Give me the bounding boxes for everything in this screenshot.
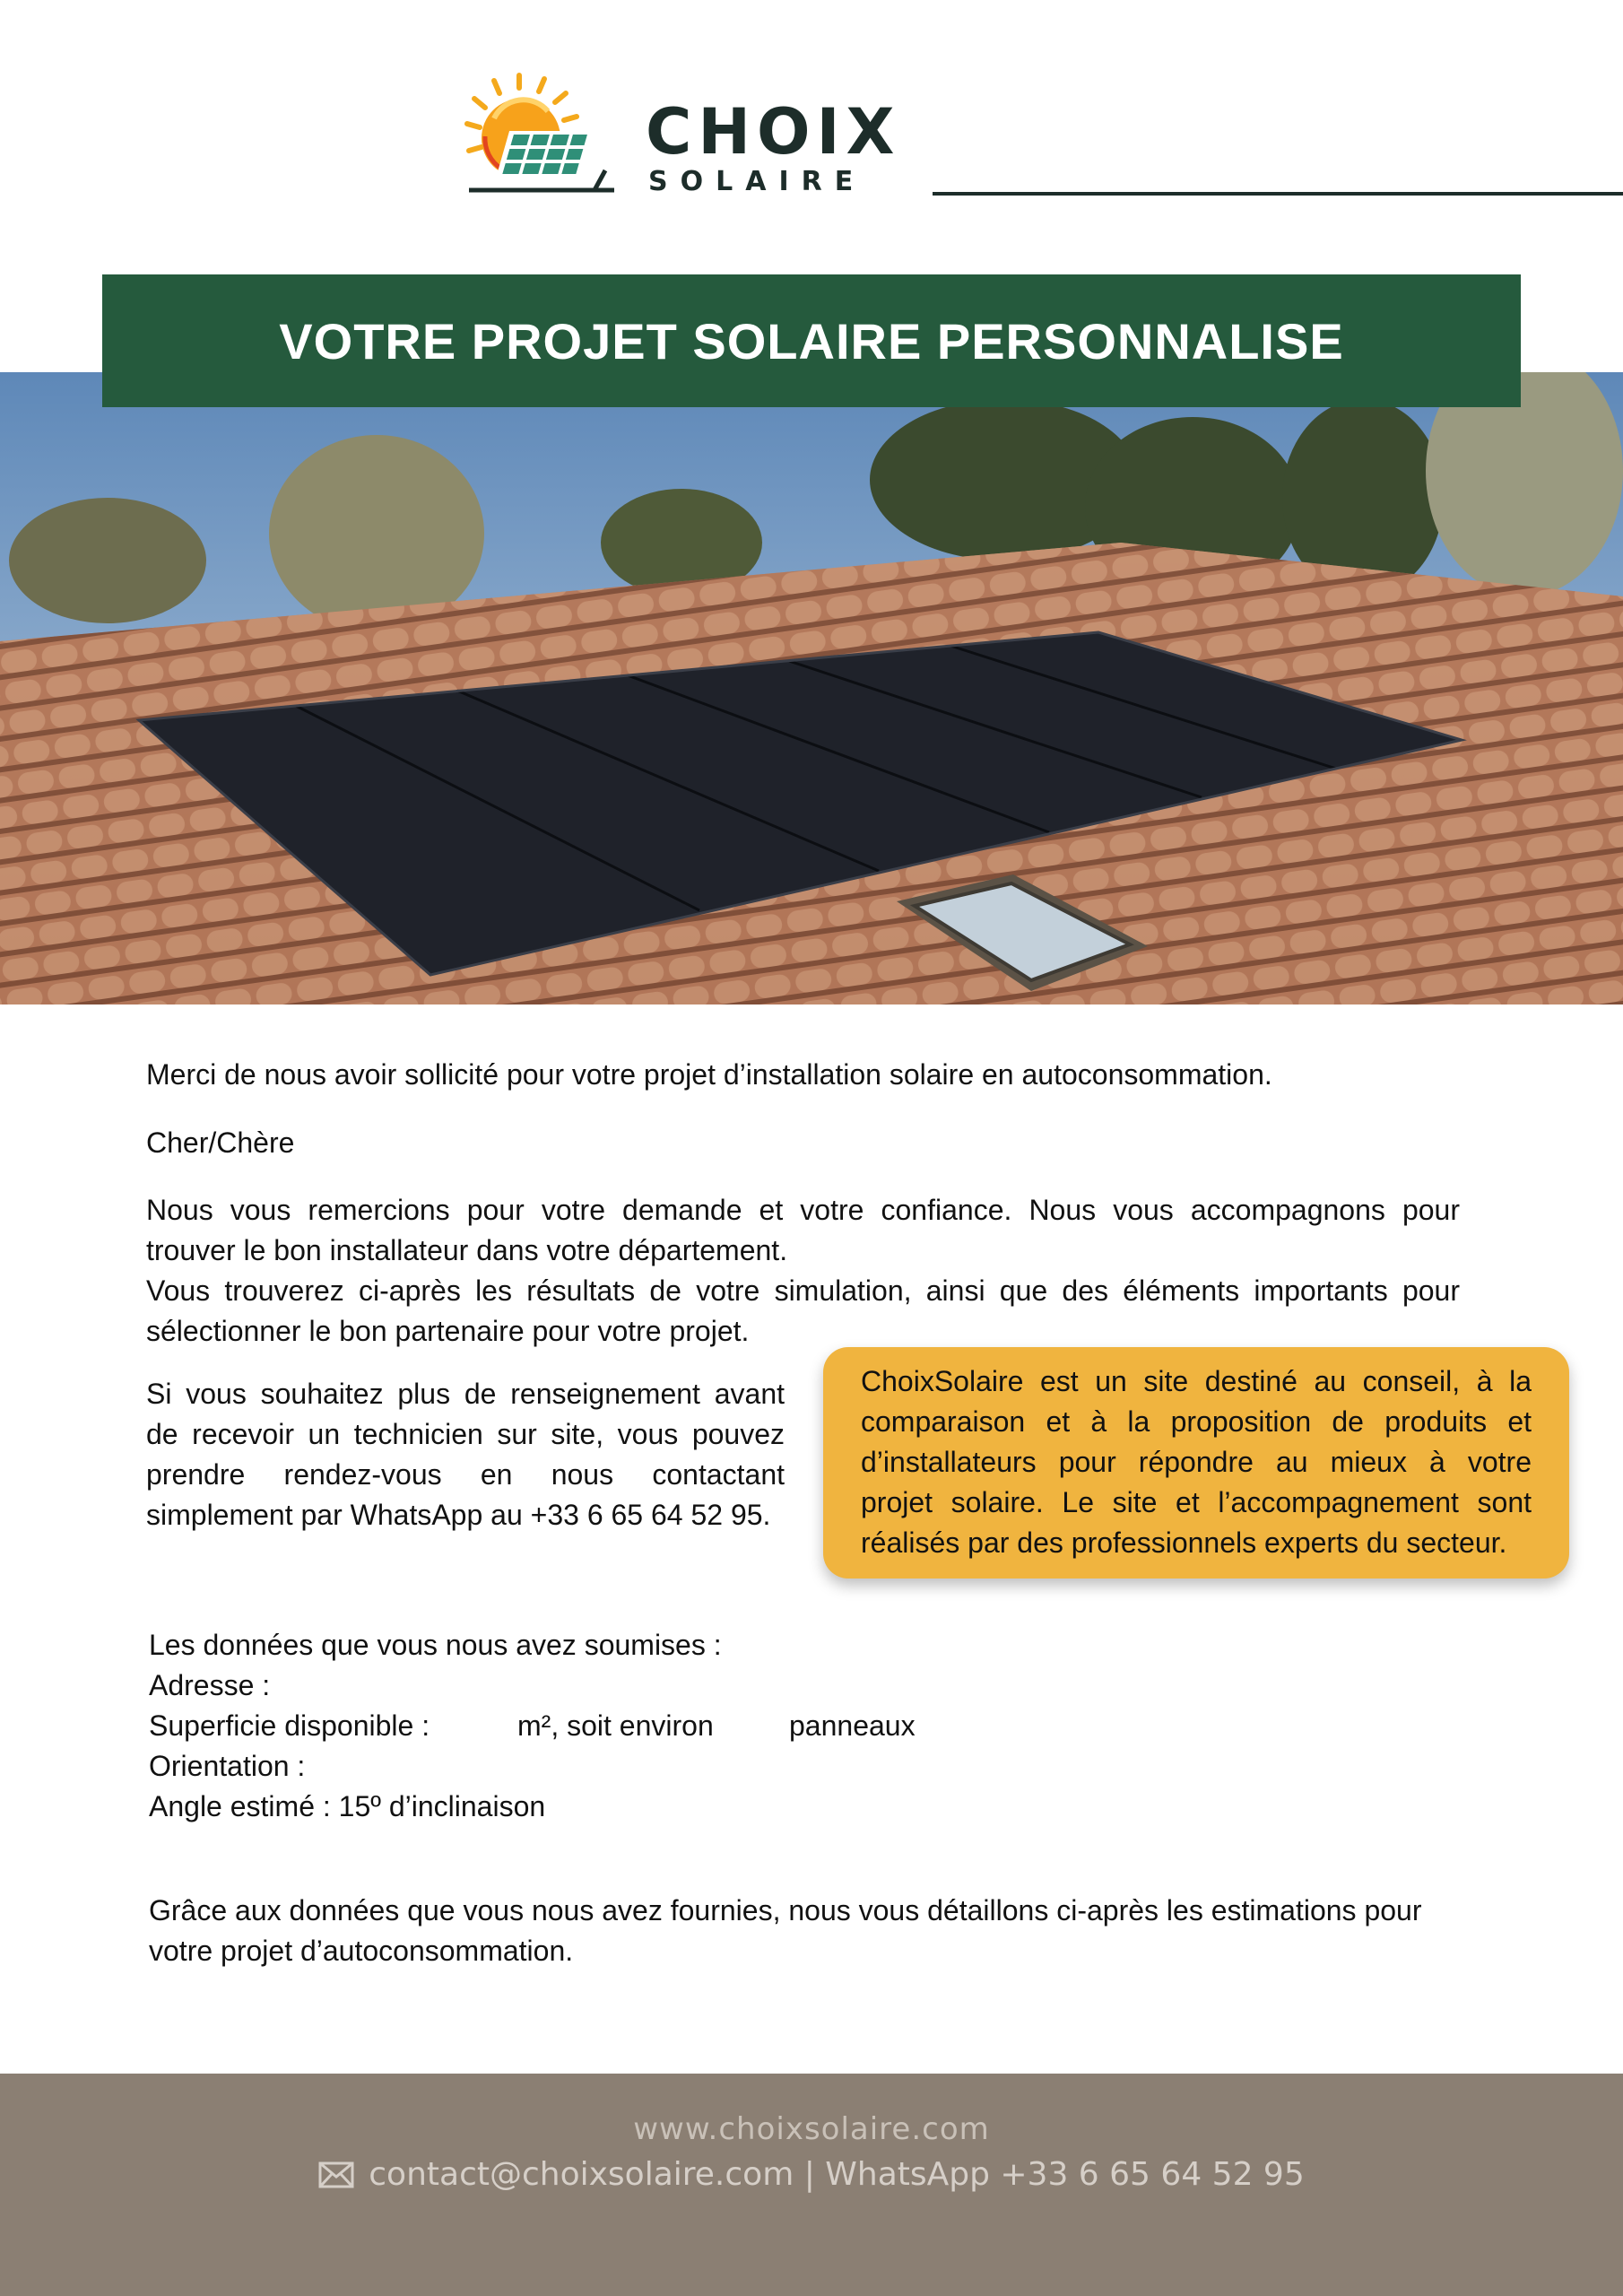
envelope-icon bbox=[318, 2161, 354, 2188]
paragraph-line: sélectionner le bon partenaire pour votre projet. bbox=[146, 1315, 750, 1347]
surface-unit: m², soit environ bbox=[517, 1709, 714, 1742]
brand-name-line2: SOLAIRE bbox=[648, 166, 866, 197]
closing-line: votre projet d’autoconsommation. bbox=[149, 1935, 574, 1967]
surface-row bbox=[149, 1706, 1046, 1746]
callout-line: ChoixSolaire est un site destiné au conseil, à la bbox=[861, 1365, 1532, 1397]
orientation-label: Orientation : bbox=[149, 1750, 306, 1782]
greeting: Cher/Chère bbox=[146, 1126, 295, 1159]
callout-line: d’installateurs pour répondre au mieux à votre bbox=[861, 1446, 1532, 1478]
footer-contact bbox=[0, 2156, 1623, 2193]
sun-solar-panel-icon bbox=[462, 72, 623, 206]
paragraph-line: simplement par WhatsApp au +33 6 65 64 52 95. bbox=[146, 1499, 771, 1531]
callout-line: réalisés par des professionnels experts du secteur. bbox=[861, 1526, 1507, 1559]
surface-label: Superficie disponible : bbox=[149, 1709, 430, 1742]
paragraph-line: de recevoir un technicien sur site, vous pouvez bbox=[146, 1418, 785, 1450]
intro-text: Merci de nous avoir sollicité pour votre projet d’installation solaire en autoconsommation. bbox=[146, 1058, 1272, 1091]
brand-logo bbox=[462, 72, 910, 206]
callout-line: projet solaire. Le site et l’accompagnement sont bbox=[861, 1486, 1532, 1518]
data-heading: Les données que vous nous avez soumises : bbox=[149, 1629, 722, 1661]
address-label: Adresse : bbox=[149, 1669, 271, 1701]
footer bbox=[0, 2074, 1623, 2296]
panels-label: panneaux bbox=[789, 1709, 916, 1742]
paragraph-line: trouver le bon installateur dans votre département. bbox=[146, 1234, 788, 1266]
closing-line: Grâce aux données que vous nous avez fournies, nous vous détaillons ci-après les estimations pour bbox=[149, 1894, 1422, 1926]
angle-line: Angle estimé : 15º d’inclinaison bbox=[149, 1790, 546, 1822]
submitted-data bbox=[149, 1625, 1046, 1827]
header-divider bbox=[933, 192, 1623, 196]
closing-text bbox=[149, 1891, 1494, 1971]
paragraph-line: Nous vous remercions pour votre demande et votre confiance. Nous vous accompagnons pour bbox=[146, 1194, 1460, 1226]
paragraph-line: prendre rendez-vous en nous contactant bbox=[146, 1458, 785, 1491]
paragraph-thanks bbox=[146, 1190, 1460, 1352]
callout-line: comparaison et à la proposition de produits et bbox=[861, 1405, 1532, 1438]
footer-website-link[interactable]: www.choixsolaire.com bbox=[633, 2111, 990, 2147]
paragraph-whatsapp bbox=[146, 1374, 785, 1535]
about-callout bbox=[823, 1347, 1569, 1578]
brand-name-line1: CHOIX bbox=[646, 95, 901, 169]
paragraph-line: Vous trouverez ci-après les résultats de votre simulation, ainsi que des éléments importants pour bbox=[146, 1274, 1460, 1307]
hero-roof-solar-photo bbox=[0, 372, 1623, 1004]
paragraph-line: Si vous souhaitez plus de renseignement avant bbox=[146, 1378, 785, 1410]
page-title: VOTRE PROJET SOLAIRE PERSONNALISE bbox=[102, 274, 1521, 407]
footer-contact-text[interactable]: contact@choixsolaire.com | WhatsApp +33 6 65 64 52 95 bbox=[369, 2156, 1305, 2193]
